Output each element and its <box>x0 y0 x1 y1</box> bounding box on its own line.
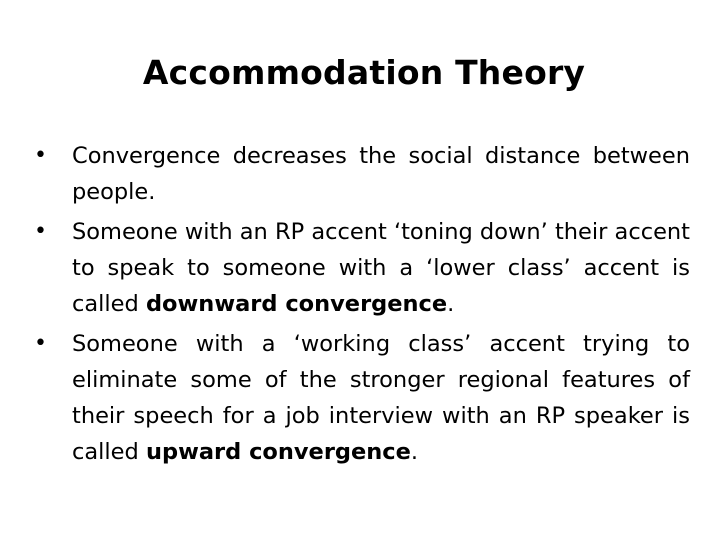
bold-term-downward-convergence: downward convergence <box>145 291 448 317</box>
bullet-text-part: Someone with a ‘working class’ accent trying to eliminate some of the stronger regional features of their speech for a job interview with an RP speaker is called <box>72 331 690 465</box>
bold-term-upward-convergence: upward convergence <box>145 439 411 465</box>
bullet-text-part: Convergence decreases the social distance between people. <box>72 143 690 205</box>
slide-title: Accommodation Theory <box>142 53 586 92</box>
bullet-text <box>72 143 690 205</box>
bullet-marker-icon: • <box>34 331 47 356</box>
bullet-item-upward-convergence <box>34 326 690 470</box>
bullet-text-part: . <box>447 291 455 317</box>
bullet-text <box>72 331 690 465</box>
bullet-item-convergence <box>34 138 690 210</box>
bullet-text-part: Someone with an RP accent ‘toning down’ their accent to speak to someone with a ‘lower class’ accent is called <box>72 219 690 317</box>
bullet-marker-icon: • <box>34 219 47 244</box>
bullet-list <box>34 138 690 474</box>
bullet-item-downward-convergence <box>34 214 690 322</box>
bullet-text-part: . <box>410 439 419 465</box>
bullet-text <box>72 219 690 317</box>
bullet-marker-icon: • <box>34 143 47 168</box>
